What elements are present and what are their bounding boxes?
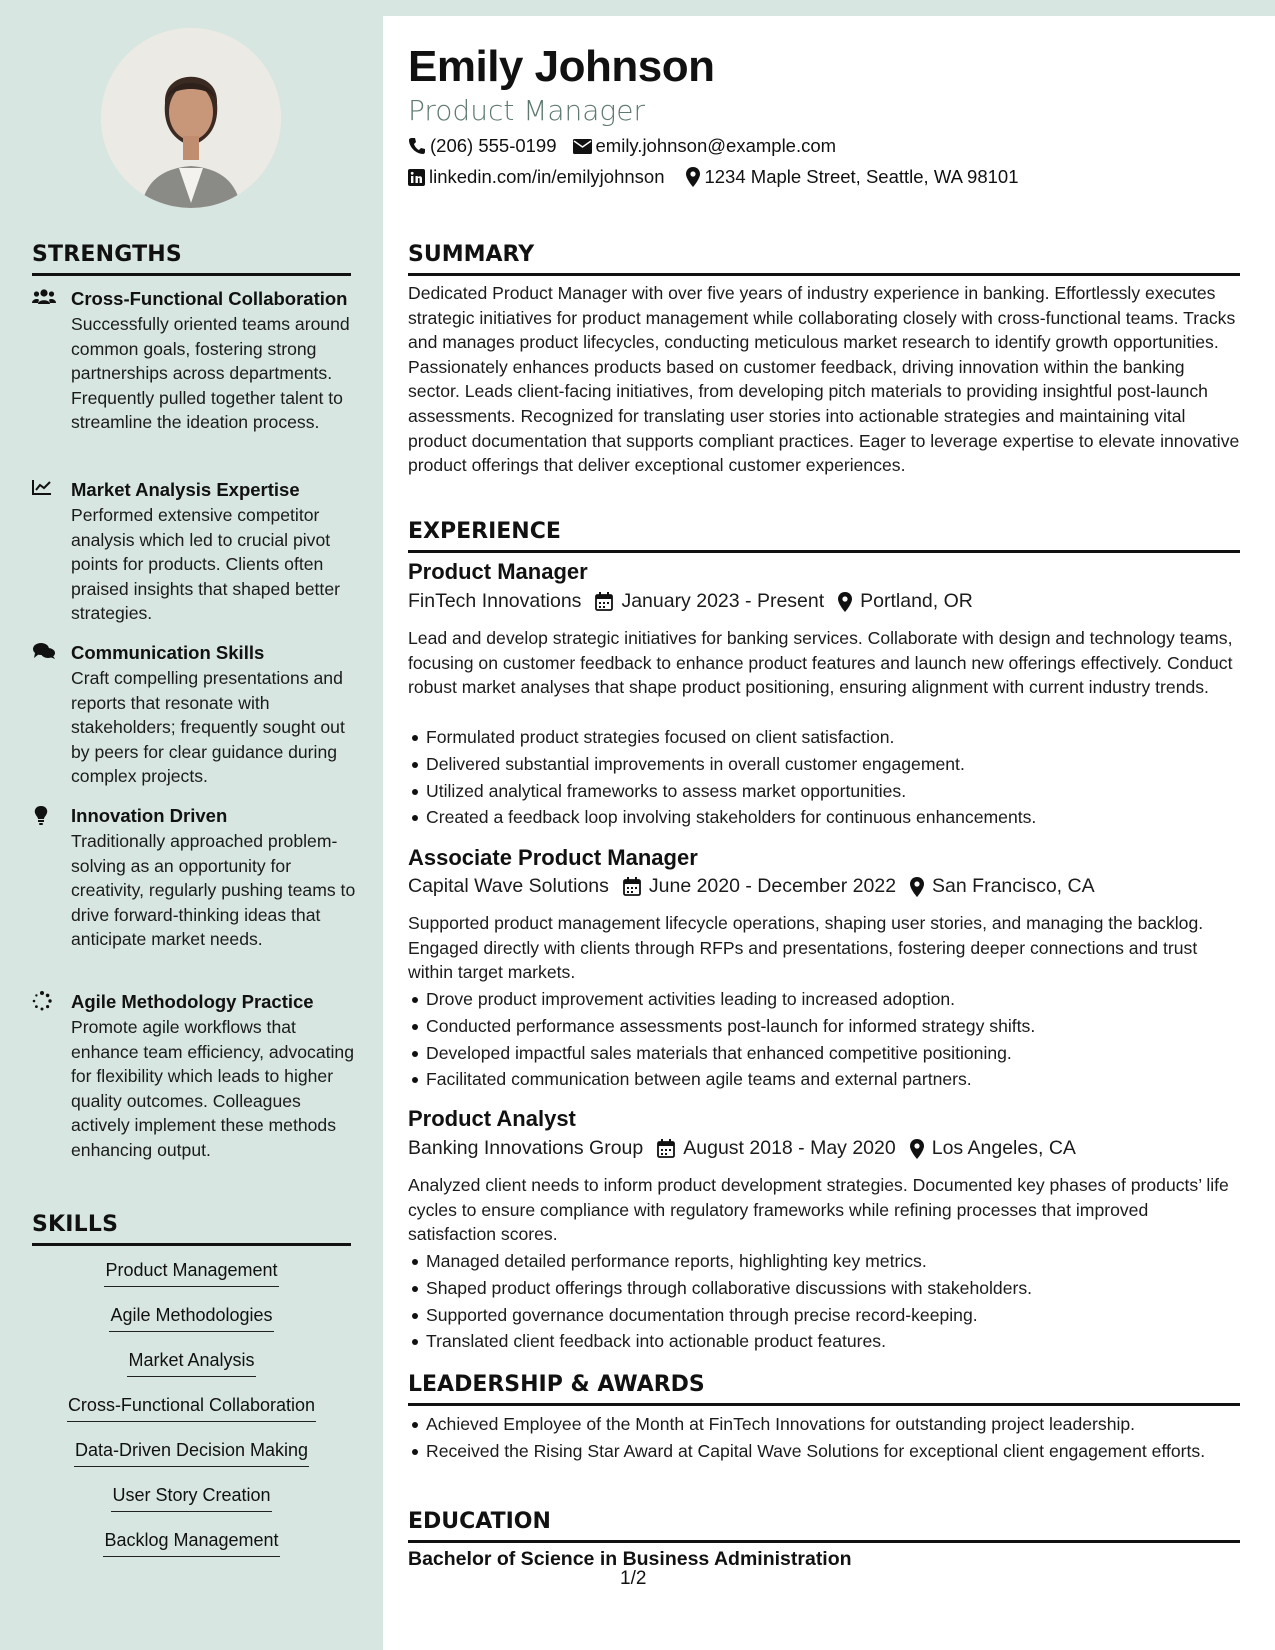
calendar-icon bbox=[657, 1139, 675, 1158]
education-degree: Bachelor of Science in Business Administration bbox=[408, 1548, 852, 1570]
email-contact[interactable]: emily.johnson@example.com bbox=[573, 135, 837, 157]
skill-item: Agile Methodologies bbox=[32, 1305, 351, 1332]
calendar-icon bbox=[623, 877, 641, 896]
job-company: FinTech Innovations bbox=[408, 590, 582, 612]
summary-text: Dedicated Product Manager with over five years of industry experience in banking. Effortlessly executes strategic initiatives for product management while collaborating closely with cross-functional teams. Tracks and manages product lifecycles, conducting meticulous market research to identify growth opportunities. Passionately enhances products based on customer feedback, driving innovation within the banking sector. Leads client-facing initiatives, from developing pitch materials to providing insightful post-launch assessments. Recognized for translating user stories into actionable strategies and maintaining vital product documentation that supports compliant practices. Eager to leverage expertise to elevate innovative product offerings that deliver exceptional customer experiences. bbox=[408, 283, 1240, 476]
strength-title: Market Analysis Expertise bbox=[71, 479, 300, 500]
page-indicator: 1/2 bbox=[620, 1568, 647, 1589]
contact-row bbox=[408, 135, 852, 157]
strength-item bbox=[32, 989, 362, 1162]
job-meta bbox=[408, 875, 1109, 898]
strengths-heading: STRENGTHS bbox=[32, 242, 351, 276]
list-item: Supported governance documentation through precise record-keeping. bbox=[426, 1302, 1258, 1329]
strength-title: Cross-Functional Collaboration bbox=[71, 288, 348, 309]
list-item: Utilized analytical frameworks to assess market opportunities. bbox=[426, 778, 1258, 805]
strength-text: Promote agile workflows that enhance team efficiency, advocating for flexibility which leads to higher quality outcomes. Colleagues actively implement these methods enhancing output. bbox=[71, 1017, 354, 1160]
strength-title: Agile Methodology Practice bbox=[71, 991, 314, 1012]
strength-item bbox=[32, 477, 362, 626]
users-icon bbox=[32, 288, 56, 308]
list-item: Achieved Employee of the Month at FinTech Innovations for outstanding project leadership. bbox=[426, 1411, 1258, 1438]
strength-title: Communication Skills bbox=[71, 642, 265, 663]
strength-title: Innovation Driven bbox=[71, 805, 228, 826]
address-contact: 1234 Maple Street, Seattle, WA 98101 bbox=[686, 166, 1018, 188]
list-item: Shaped product offerings through collaborative discussions with stakeholders. bbox=[426, 1275, 1258, 1302]
job-dates: June 2020 - December 2022 bbox=[623, 875, 896, 898]
strength-text: Performed extensive competitor analysis which led to crucial pivot points for products. Clients often praised insights that shaped better strategies. bbox=[71, 505, 340, 623]
spinner-icon bbox=[32, 991, 56, 1011]
calendar-icon bbox=[595, 592, 613, 611]
skill-item: User Story Creation bbox=[32, 1485, 351, 1512]
job-meta bbox=[408, 590, 987, 613]
strength-item bbox=[32, 286, 362, 435]
skills-heading: SKILLS bbox=[32, 1212, 351, 1246]
job-description: Lead and develop strategic initiatives for banking services. Collaborate with design and technology teams, focusing on customer feedback to enhance product features and launch new offerings effectively. Conduct robust market analyses that shape product positioning, ensuring alignment with current industry trends. bbox=[408, 628, 1233, 698]
strength-text: Traditionally approached problem-solving as an opportunity for creativity, regularly pushing teams to drive forward-thinking ideas that anticipate market needs. bbox=[71, 831, 356, 949]
job-description: Supported product management lifecycle operations, shaping user stories, and managing the backlog. Engaged directly with clients through RFPs and presentations, fostering deeper connections and trust within target markets. bbox=[408, 913, 1204, 983]
job-location: San Francisco, CA bbox=[910, 875, 1095, 898]
job-title: Associate Product Manager bbox=[408, 845, 698, 870]
skill-item: Data-Driven Decision Making bbox=[32, 1440, 351, 1467]
phone-icon bbox=[408, 137, 426, 155]
sidebar bbox=[0, 0, 383, 1650]
list-item: Managed detailed performance reports, highlighting key metrics. bbox=[426, 1248, 1258, 1275]
comments-icon bbox=[32, 642, 56, 662]
strength-item bbox=[32, 640, 362, 789]
education-heading: EDUCATION bbox=[408, 1509, 1240, 1543]
candidate-name: Emily Johnson bbox=[408, 42, 715, 91]
list-item: Formulated product strategies focused on client satisfaction. bbox=[426, 724, 1258, 751]
job-bullets bbox=[408, 724, 1258, 831]
linkedin-contact[interactable]: linkedin.com/in/emilyjohnson bbox=[408, 166, 664, 188]
strength-text: Craft compelling presentations and reports that resonate with stakeholders; frequently sought out by peers for clear guidance during complex projects. bbox=[71, 668, 345, 786]
experience-heading: EXPERIENCE bbox=[408, 519, 1240, 553]
list-item: Facilitated communication between agile teams and external partners. bbox=[426, 1066, 1258, 1093]
map-marker-icon bbox=[686, 167, 700, 187]
skill-item: Market Analysis bbox=[32, 1350, 351, 1377]
job-dates: January 2023 - Present bbox=[595, 590, 824, 613]
linkedin-icon bbox=[408, 169, 425, 186]
list-item: Delivered substantial improvements in overall customer engagement. bbox=[426, 751, 1258, 778]
summary-heading: SUMMARY bbox=[408, 242, 1240, 276]
envelope-icon bbox=[573, 139, 592, 154]
list-item: Developed impactful sales materials that enhanced competitive positioning. bbox=[426, 1040, 1258, 1067]
job-description: Analyzed client needs to inform product development strategies. Documented key phases of products’ life cycles to ensure compliance with regulatory frameworks while refining processes that improved satisfaction scores. bbox=[408, 1175, 1229, 1245]
job-location: Portland, OR bbox=[838, 590, 973, 613]
job-bullets bbox=[408, 986, 1258, 1093]
job-title: Product Manager bbox=[408, 559, 588, 584]
map-marker-icon bbox=[838, 592, 852, 612]
candidate-role: Product Manager bbox=[408, 94, 645, 127]
job-company: Banking Innovations Group bbox=[408, 1137, 644, 1159]
contact-row bbox=[408, 166, 1035, 188]
phone-contact: (206) 555-0199 bbox=[408, 135, 557, 157]
job-company: Capital Wave Solutions bbox=[408, 875, 609, 897]
job-dates: August 2018 - May 2020 bbox=[657, 1137, 895, 1160]
awards-heading: LEADERSHIP & AWARDS bbox=[408, 1372, 1240, 1406]
map-marker-icon bbox=[910, 877, 924, 897]
job-meta bbox=[408, 1137, 1090, 1160]
skill-item: Backlog Management bbox=[32, 1530, 351, 1557]
chart-line-icon bbox=[32, 479, 56, 499]
lightbulb-icon bbox=[32, 805, 56, 825]
job-title: Product Analyst bbox=[408, 1106, 576, 1131]
map-marker-icon bbox=[910, 1139, 924, 1159]
awards-list bbox=[408, 1411, 1258, 1465]
list-item: Conducted performance assessments post-launch for informed strategy shifts. bbox=[426, 1013, 1258, 1040]
list-item: Received the Rising Star Award at Capital Wave Solutions for exceptional client engagement efforts. bbox=[426, 1438, 1258, 1465]
skill-item: Product Management bbox=[32, 1260, 351, 1287]
list-item: Created a feedback loop involving stakeholders for continuous enhancements. bbox=[426, 804, 1258, 831]
skill-item: Cross-Functional Collaboration bbox=[32, 1395, 351, 1422]
job-bullets bbox=[408, 1248, 1258, 1355]
profile-photo bbox=[101, 28, 281, 208]
list-item: Translated client feedback into actionable product features. bbox=[426, 1328, 1258, 1355]
strength-text: Successfully oriented teams around common goals, fostering strong partnerships across departments. Frequently pulled together talent to streamline the ideation process. bbox=[71, 314, 350, 432]
job-location: Los Angeles, CA bbox=[910, 1137, 1076, 1160]
list-item: Drove product improvement activities leading to increased adoption. bbox=[426, 986, 1258, 1013]
strength-item bbox=[32, 803, 362, 952]
